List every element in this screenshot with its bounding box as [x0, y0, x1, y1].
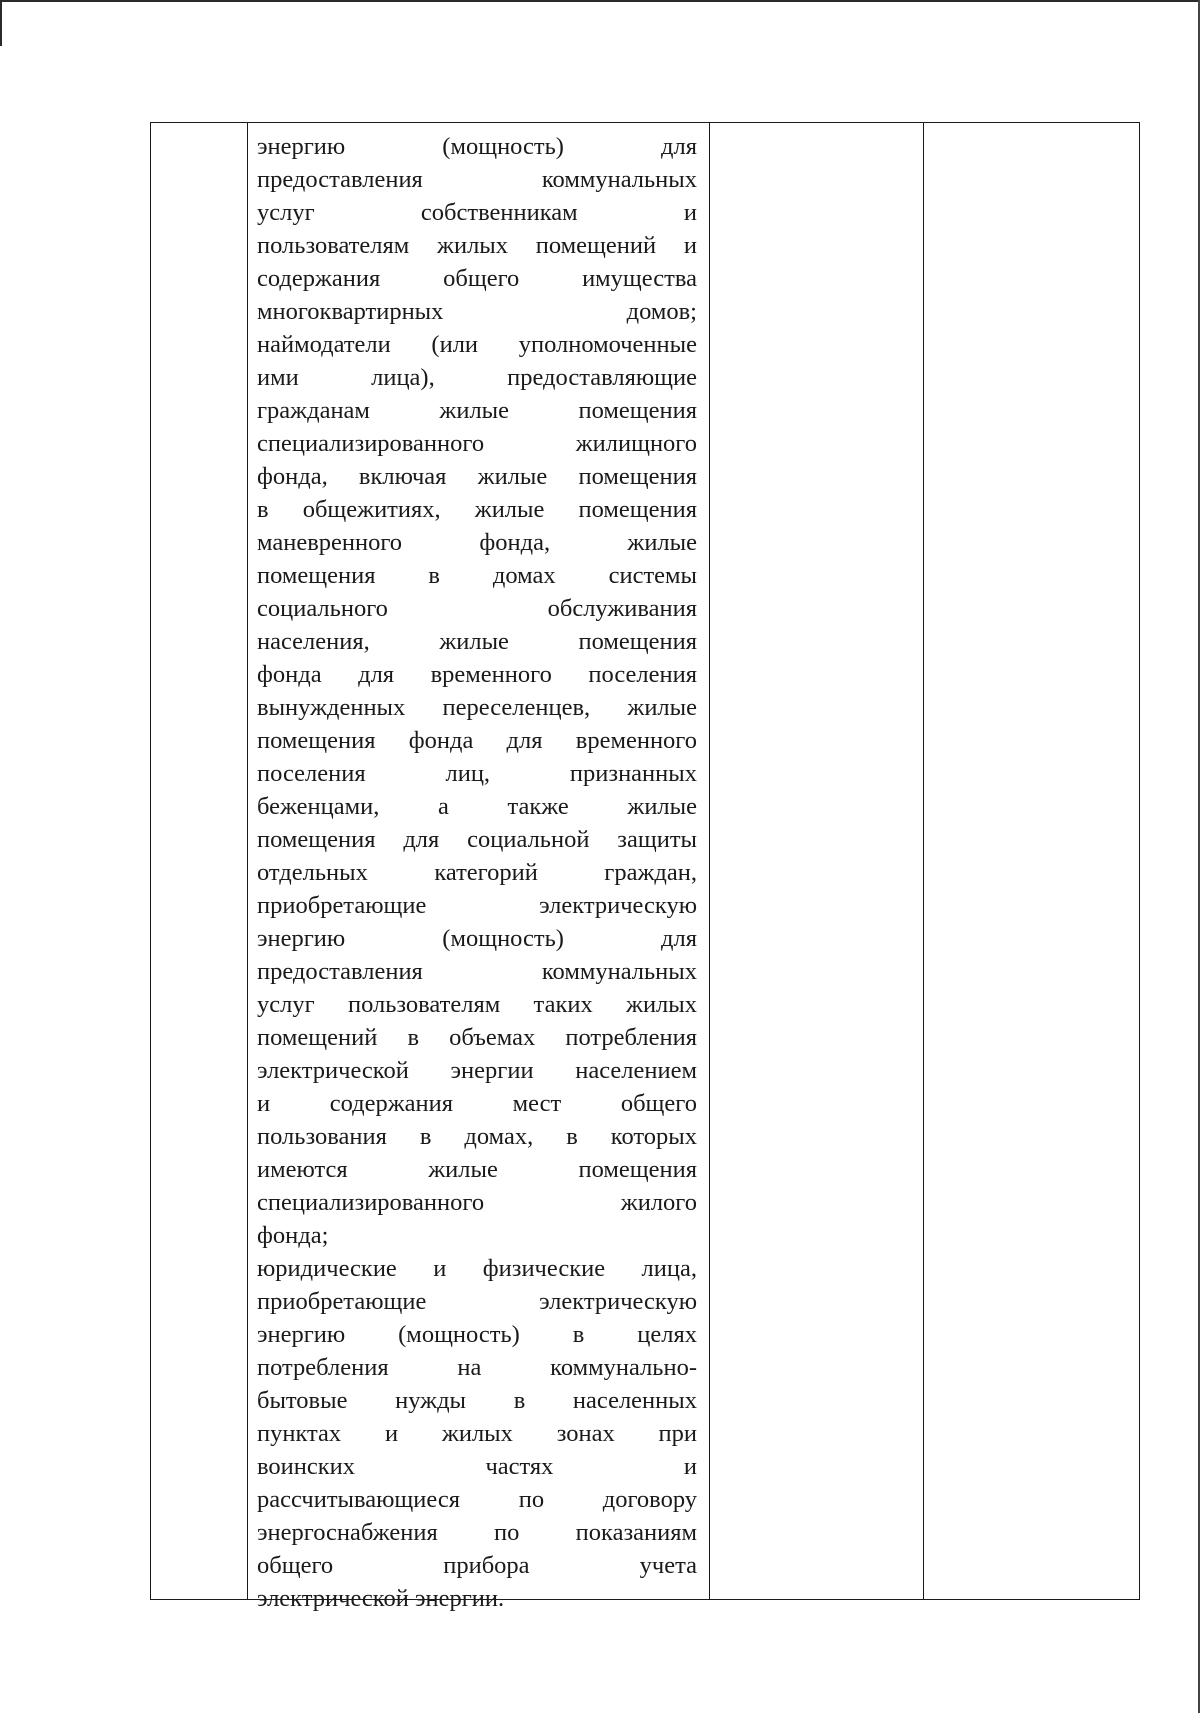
text-line: специализированного жилищного	[257, 430, 697, 457]
text-line: фонда для временного поселения	[257, 661, 697, 688]
text-line: маневренного фонда, жилые	[257, 529, 697, 556]
text-line: фонда, включая жилые помещения	[257, 463, 697, 490]
text-line: воинских частях и	[257, 1453, 697, 1480]
column-divider-2	[709, 122, 710, 1600]
text-line: в общежитиях, жилые помещения	[257, 496, 697, 523]
text-line: отдельных категорий граждан,	[257, 859, 697, 886]
text-line: общего прибора учета	[257, 1552, 697, 1579]
text-line: и содержания мест общего	[257, 1090, 697, 1117]
text-line: пунктах и жилых зонах при	[257, 1420, 697, 1447]
text-line: гражданам жилые помещения	[257, 397, 697, 424]
text-line: социального обслуживания	[257, 595, 697, 622]
text-line: услуг собственникам и	[257, 199, 697, 226]
text-line: предоставления коммунальных	[257, 958, 697, 985]
scan-edge-top	[0, 0, 1200, 2]
text-line: ими лица), предоставляющие	[257, 364, 697, 391]
column-divider-3	[923, 122, 924, 1600]
text-line: приобретающие электрическую	[257, 1288, 697, 1315]
text-line: электрической энергии населением	[257, 1057, 697, 1084]
text-line: содержания общего имущества	[257, 265, 697, 292]
text-line: приобретающие электрическую	[257, 892, 697, 919]
text-line: многоквартирных домов;	[257, 298, 697, 325]
text-line: имеются жилые помещения	[257, 1156, 697, 1183]
text-line: населения, жилые помещения	[257, 628, 697, 655]
text-line: энергию (мощность) в целях	[257, 1321, 697, 1348]
text-line: беженцами, а также жилые	[257, 793, 697, 820]
text-line: фонда;	[257, 1222, 329, 1249]
text-line: пользователям жилых помещений и	[257, 232, 697, 259]
text-line: потребления на коммунально-	[257, 1354, 697, 1381]
text-line: специализированного жилого	[257, 1189, 697, 1216]
text-line: бытовые нужды в населенных	[257, 1387, 697, 1414]
text-line: помещений в объемах потребления	[257, 1024, 697, 1051]
text-line: рассчитывающиеся по договору	[257, 1486, 697, 1513]
text-line: вынужденных переселенцев, жилые	[257, 694, 697, 721]
text-line: наймодатели (или уполномоченные	[257, 331, 697, 358]
text-line: помещения для социальной защиты	[257, 826, 697, 853]
consumer-categories-cell	[257, 130, 697, 1615]
text-line: энергию (мощность) для	[257, 133, 697, 160]
text-line: пользования в домах, в которых	[257, 1123, 697, 1150]
text-line: энергию (мощность) для	[257, 925, 697, 952]
text-line: помещения фонда для временного	[257, 727, 697, 754]
text-line: электрической энергии.	[257, 1585, 505, 1612]
scan-edge-left	[0, 0, 2, 46]
text-line: помещения в домах системы	[257, 562, 697, 589]
text-line: поселения лиц, признанных	[257, 760, 697, 787]
text-line: предоставления коммунальных	[257, 166, 697, 193]
text-line: юридические и физические лица,	[257, 1255, 697, 1282]
document-table	[150, 122, 1140, 1612]
column-divider-1	[247, 122, 248, 1600]
text-line: услуг пользователям таких жилых	[257, 991, 697, 1018]
text-line: энергоснабжения по показаниям	[257, 1519, 697, 1546]
